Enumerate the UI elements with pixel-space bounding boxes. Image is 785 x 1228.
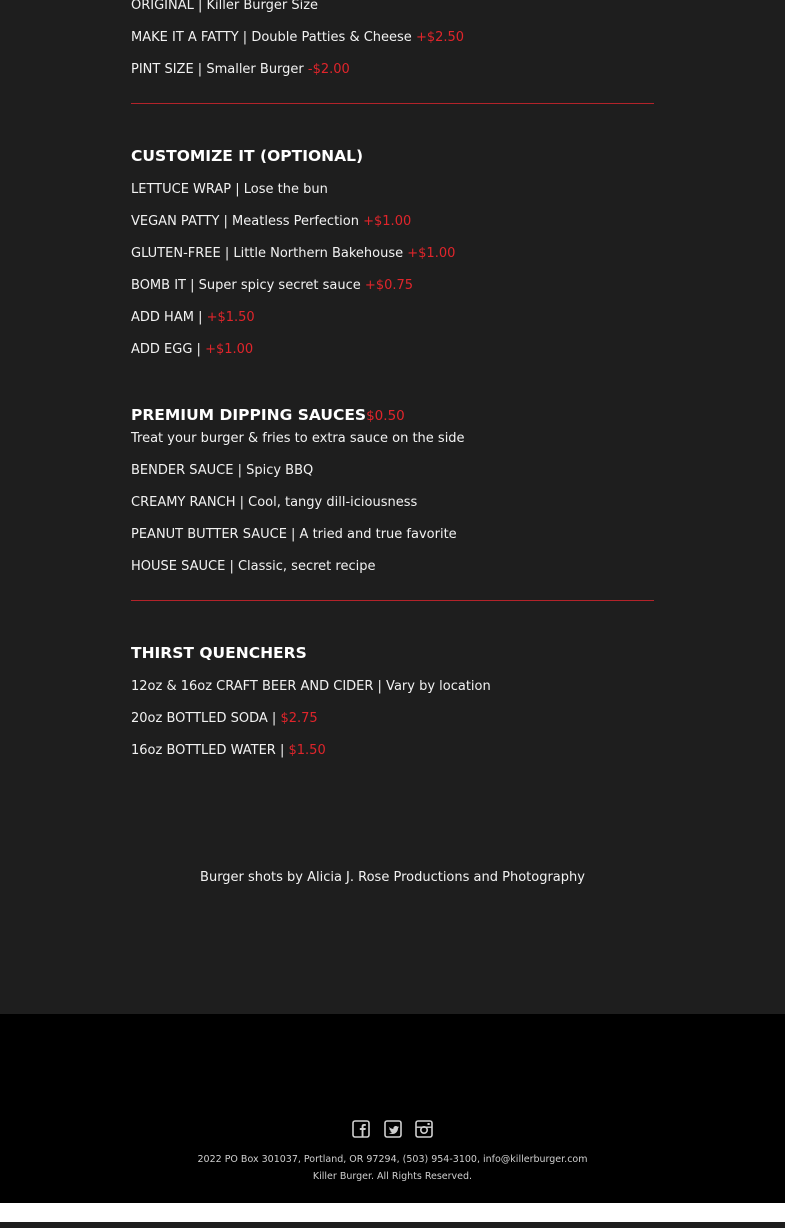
menu-item-label: BOMB IT | Super spicy secret sauce [131,278,361,293]
menu-item-price: +$1.00 [205,342,254,357]
menu-item-price: +$0.75 [364,278,414,293]
section-divider [131,600,654,601]
menu-item [131,182,328,198]
footer-rights: Killer Burger. All Rights Reserved. [312,1171,473,1182]
menu-item-label: MAKE IT A FATTY | Double Patties & Cheese [131,30,412,45]
menu-item-label: ADD HAM | [131,310,203,325]
instagram-icon[interactable] [415,1120,433,1138]
menu-item [131,62,350,78]
menu-item-price: -$2.00 [307,62,350,77]
menu-item-price: +$1.00 [407,246,456,261]
menu-item [131,214,411,230]
menu-item [131,278,413,294]
menu-item-label: HOUSE SAUCE | Classic, secret recipe [131,559,376,574]
menu-item [131,711,318,727]
section-heading: THIRST QUENCHERS [131,644,307,662]
menu-item-label: 20oz BOTTLED SODA | [131,711,277,726]
section-heading-price: $0.50 [366,408,405,424]
menu-item-label: PEANUT BUTTER SAUCE | A tried and true favorite [131,527,457,542]
menu-item [131,30,464,46]
social-links [0,1118,785,1138]
menu-item-price: +$1.00 [363,214,412,229]
section-heading: CUSTOMIZE IT (OPTIONAL) [131,147,364,165]
menu-item-label: VEGAN PATTY | Meatless Perfection [131,214,359,229]
facebook-icon[interactable] [352,1120,370,1138]
menu-item [131,527,457,543]
section-divider [131,103,654,104]
menu-item-price: $1.50 [288,743,326,758]
menu-item-label: GLUTEN-FREE | Little Northern Bakehouse [131,246,404,261]
menu-item-price: +$2.50 [415,30,465,45]
menu-item-label: CREAMY RANCH | Cool, tangy dill-iciousness [131,495,418,510]
menu-item-label: ORIGINAL | Killer Burger Size [131,0,319,13]
menu-item [131,559,375,575]
menu-item [131,310,255,326]
footer-address: 2022 PO Box 301037, Portland, OR 97294, (503) 954-3100, info@killerburger.com [197,1154,588,1165]
photo-credit: Burger shots by Alicia J. Rose Productions and Photography [200,870,585,885]
menu-item-label: 16oz BOTTLED WATER | [131,743,285,758]
menu-item-label: PINT SIZE | Smaller Burger [131,62,304,77]
menu-item [131,0,318,14]
menu-item-label: 12oz & 16oz CRAFT BEER AND CIDER | Vary by location [131,679,491,694]
menu-item-price: +$1.50 [206,310,255,325]
menu-item-price: $2.75 [280,711,318,726]
menu-item [131,342,253,358]
menu-item [131,246,455,262]
page-bottom-bar [0,1222,785,1228]
section-heading [131,406,405,425]
menu-item [131,679,491,695]
menu-item-label: BENDER SAUCE | Spicy BBQ [131,463,314,478]
menu-item [131,495,417,511]
section-heading-label: PREMIUM DIPPING SAUCES [131,406,367,424]
menu-item-label: LETTUCE WRAP | Lose the bun [131,182,328,197]
menu-item-label: ADD EGG | [131,342,201,357]
menu-item [131,743,326,759]
site-footer [0,1014,785,1203]
page-bottom-strip [0,1203,785,1222]
twitter-icon[interactable] [384,1120,402,1138]
menu-item [131,463,313,479]
section-description: Treat your burger & fries to extra sauce on the side [131,431,465,446]
